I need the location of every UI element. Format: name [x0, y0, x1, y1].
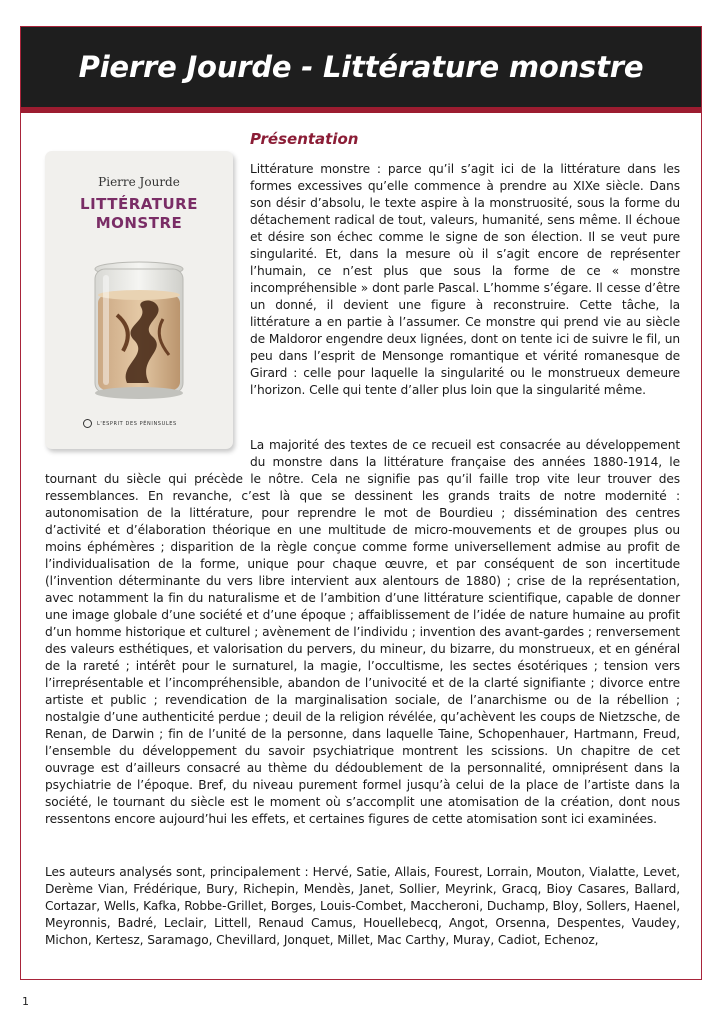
cover-publisher	[83, 419, 177, 428]
cover-title-line2: MONSTRE	[95, 214, 183, 232]
title-banner	[21, 27, 701, 107]
publisher-name: L'ESPRIT DES PÉNINSULES	[97, 420, 177, 427]
paragraph-1: Littérature monstre : parce qu’il s’agit ici de la littérature dans les formes excessives qu’elle commence à prendre au XIXe siècle. Dans son désir d’absolu, le texte aspire à la monstruosité, sous la forme du détachement radical de tout, valeurs, humanité, sens même. Il échoue et désire son échec comme le signe de son élection. Il se veut pure singularité. Et, dans la mesure où il s’agit encore de représenter l’humain, ce n’est plus que sous la forme de ce « monstre incompréhensible » dont parle Pascal. L’homme s’égare. Il cesse d’être un donné, il devient une figure à reconstruire. Cette tâche, la littérature a en partie à l’assumer. Ce monstre qui prend vie au siècle de Maldoror engendre deux lignées, dont on tente ici de suivre le fil, un peu dans l’esprit de Mensonge romantique et vérité romanesque de Girard : celle pour laquelle la singularité ou le monstrueux demeure l’horizon. Celle qui tente d’aller plus loin que la singularité même.	[250, 162, 680, 397]
publisher-logo-icon	[83, 419, 92, 428]
page-frame	[20, 26, 702, 980]
section-heading: Présentation	[250, 130, 359, 148]
page-title: Pierre Jourde - Littérature monstre	[78, 50, 644, 84]
page-number: 1	[22, 995, 29, 1008]
cover-author: Pierre Jourde	[98, 175, 180, 189]
cover-title	[45, 195, 233, 233]
paragraph-2: La majorité des textes de ce recueil est consacrée au développement du monstre dans la littérature française des années 1880-1914, le tournant du siècle qui précède le nôtre. Cela ne signifie pas qu’il faille trop vite leur trouver des ressemblances. En revanche, c’est là que se dessinent les grands traits de notre modernité : autonomisation de la littérature, pour reprendre le mot de Bourdieu ; dissémination des centres d’activité et d’élaboration théorique en une multitude de micro-mouvements et de groupes plus ou moins éphémères ; disparition de la règle conçue comme forme universellement admise au profit de l’individualisation de la forme, unique pour chaque œuvre, et par conséquent de son incertitude (l’invention déterminante du vers libre intervient aux alentours de 1880) ; crise de la représentation, avec notamment la fin du naturalisme et de l’ambition d’une littérature scientifique, capable de donner une image globale d’une société et d’une époque ; affaiblissement de l’idée de nature humaine au profit d’un homme historique et culturel ; avènement de l’individu ; invention des avant-gardes ; renversement des valeurs esthétiques, et valorisation du pervers, du mineur, du bizarre, du monstrueux, et en général de la rareté ; intérêt pour le surnaturel, la magie, l’occultisme, les sectes ésotériques ; tension vers l’irreprésentable et l’incompréhensible, abandon de l’univocité et de la clarté signifiante ; divorce entre artiste et public ; revendication de la marginalisation sociale, de l’anarchisme ou de la rébellion ; nostalgie d’une authenticité perdue ; deuil de la religion révélée, qu’achèvent les coups de Nietzsche, de Renan, de Darwin ; fin de l’unité de la personne, dans laquelle Taine, Schopenhauer, Hartmann, Freud, l’ensemble du développement du savoir psychiatrique montrent les scissions. Un chapitre de cet ouvrage est d’ailleurs consacré au thème du dédoublement de la personnalité, omniprésent dans la psychiatrie de l’époque. Bref, du niveau purement formel jusqu’à celui de la place de l’artiste dans la société, le tournant du siècle est le moment où s’accomplit une atomisation de la création, dont nous ressentons encore aujourd’hui les effets, et certaines figures de cette atomisation sont ici examinées.	[45, 438, 680, 826]
book-cover	[45, 151, 233, 449]
specimen-jar-illustration	[79, 255, 199, 405]
paragraph-3: Les auteurs analysés sont, principalement : Hervé, Satie, Allais, Fourest, Lorrain, Mouton, Vialatte, Levet, Derème Vian, Frédérique, Bury, Richepin, Mendès, Janet, Sollier, Meyrink, Gracq, Bioy Casares, Ballard, Cortazar, Wells, Kafka, Robbe-Grillet, Borges, Louis-Combet, Maccheroni, Duchamp, Bloy, Sollers, Haenel, Meyronnis, Badré, Leclair, Littell, Renaud Camus, Houellebecq, Angot, Orsenna, Despentes, Vaudey, Michon, Kertesz, Saramago, Chevillard, Jonquet, Millet, Mac Carthy, Muray, Cadiot, Echenoz,	[45, 865, 680, 947]
paragraph-2-block	[45, 437, 680, 828]
cover-title-line1: LITTÉRATURE	[80, 195, 198, 213]
cover-float-spacer	[45, 437, 250, 471]
accent-rule	[21, 107, 701, 113]
